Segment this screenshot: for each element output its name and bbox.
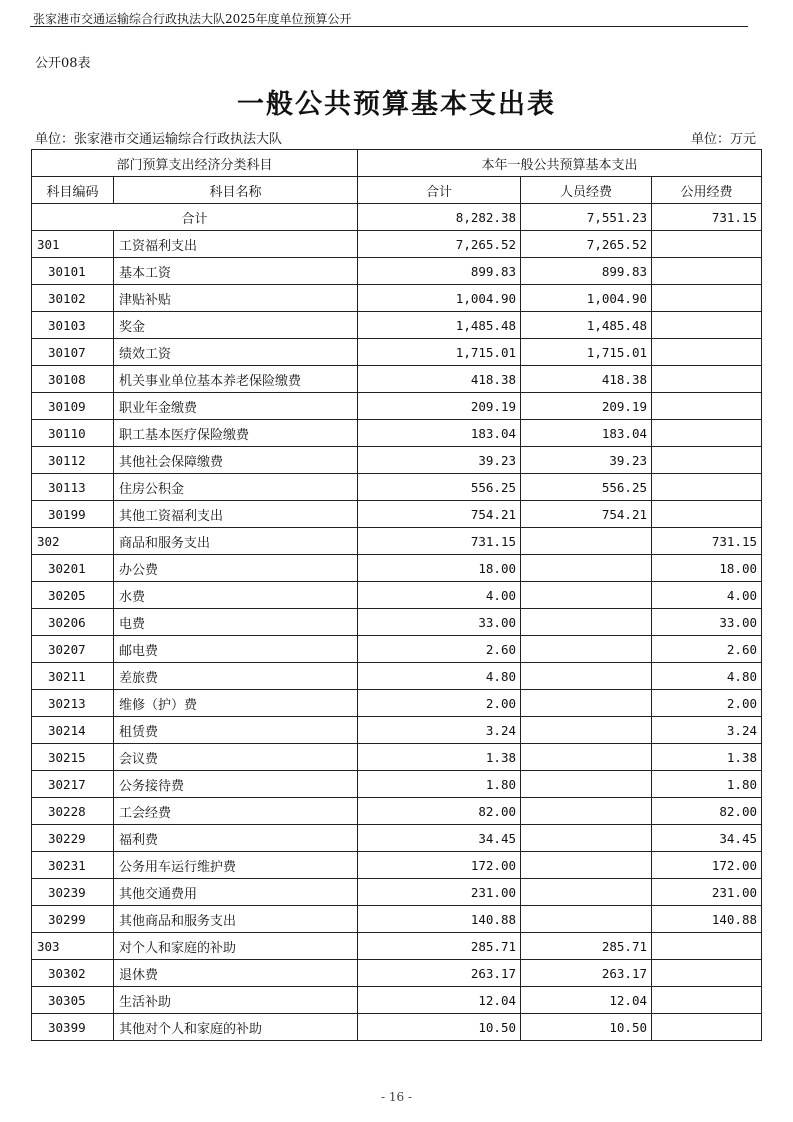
row-total: 4.80 [358,663,521,690]
row-total: 3.24 [358,717,521,744]
row-public: 4.80 [652,663,762,690]
row-name: 邮电费 [114,636,358,663]
row-code: 30299 [32,906,114,933]
row-name: 津贴补贴 [114,285,358,312]
row-code: 30399 [32,1014,114,1041]
row-total: 731.15 [358,528,521,555]
row-public: 2.60 [652,636,762,663]
col-header-name: 科目名称 [114,177,358,204]
unit-of-measure: 单位：万元 [690,132,756,147]
col-header-personnel: 人员经费 [521,177,652,204]
row-name: 公务接待费 [114,771,358,798]
row-name: 职工基本医疗保险缴费 [114,420,358,447]
row-personnel: 418.38 [521,366,652,393]
page-number: - 16 - [380,1090,412,1104]
row-name: 基本工资 [114,258,358,285]
header-group-right: 本年一般公共预算基本支出 [358,150,762,177]
table-row [32,393,762,420]
row-total: 1,485.48 [358,312,521,339]
row-name: 福利费 [114,825,358,852]
table-row [32,717,762,744]
page-title: 一般公共预算基本支出表 [237,89,556,120]
header-column-row [32,177,762,204]
table-row [32,312,762,339]
table-body [32,204,762,1041]
table-row [32,528,762,555]
row-total: 1.80 [358,771,521,798]
row-public [652,258,762,285]
row-personnel: 263.17 [521,960,652,987]
row-total: 418.38 [358,366,521,393]
row-name: 工资福利支出 [114,231,358,258]
row-public: 140.88 [652,906,762,933]
row-total: 39.23 [358,447,521,474]
row-code: 30110 [32,420,114,447]
row-personnel [521,771,652,798]
table-row [32,852,762,879]
row-name: 办公费 [114,555,358,582]
row-code: 30113 [32,474,114,501]
table-row [32,663,762,690]
row-public: 231.00 [652,879,762,906]
row-personnel [521,636,652,663]
total-label: 合计 [32,204,358,231]
row-public: 82.00 [652,798,762,825]
row-personnel [521,609,652,636]
table-row [32,771,762,798]
row-personnel: 1,004.90 [521,285,652,312]
row-personnel: 39.23 [521,447,652,474]
col-header-public: 公用经费 [652,177,762,204]
row-personnel: 754.21 [521,501,652,528]
row-public [652,987,762,1014]
row-name: 商品和服务支出 [114,528,358,555]
row-public [652,447,762,474]
row-name: 绩效工资 [114,339,358,366]
form-number: 公开08表 [35,56,91,71]
row-public [652,312,762,339]
total-personnel: 7,551.23 [521,204,652,231]
row-personnel [521,717,652,744]
row-code: 301 [32,231,114,258]
row-public: 1.80 [652,771,762,798]
row-name: 维修（护）费 [114,690,358,717]
row-code: 303 [32,933,114,960]
table-row [32,474,762,501]
table-row [32,420,762,447]
unit-name: 单位：张家港市交通运输综合行政执法大队 [35,132,283,147]
row-public: 18.00 [652,555,762,582]
row-total: 172.00 [358,852,521,879]
row-total: 1,715.01 [358,339,521,366]
row-name: 职业年金缴费 [114,393,358,420]
table-row [32,339,762,366]
table-row [32,933,762,960]
row-public [652,339,762,366]
row-total: 899.83 [358,258,521,285]
row-public: 731.15 [652,528,762,555]
row-personnel [521,555,652,582]
row-personnel [521,879,652,906]
total-row [32,204,762,231]
row-personnel [521,744,652,771]
row-code: 30211 [32,663,114,690]
row-personnel: 556.25 [521,474,652,501]
table-row [32,1014,762,1041]
row-public [652,420,762,447]
page-header: 张家港市交通运输综合行政执法大队2025年度单位预算公开 [33,12,352,26]
row-name: 电费 [114,609,358,636]
row-code: 30207 [32,636,114,663]
row-name: 租赁费 [114,717,358,744]
row-public [652,933,762,960]
row-total: 82.00 [358,798,521,825]
row-code: 30201 [32,555,114,582]
row-total: 285.71 [358,933,521,960]
table-row [32,285,762,312]
row-public: 3.24 [652,717,762,744]
table-row [32,690,762,717]
row-code: 30102 [32,285,114,312]
row-code: 30302 [32,960,114,987]
row-name: 其他社会保障缴费 [114,447,358,474]
row-personnel: 12.04 [521,987,652,1014]
row-public [652,393,762,420]
row-total: 263.17 [358,960,521,987]
row-code: 30239 [32,879,114,906]
col-header-code: 科目编码 [32,177,114,204]
row-total: 1.38 [358,744,521,771]
row-personnel [521,528,652,555]
table-row [32,366,762,393]
row-code: 30206 [32,609,114,636]
row-public: 4.00 [652,582,762,609]
row-personnel: 1,715.01 [521,339,652,366]
header-rule [30,26,748,27]
row-public: 2.00 [652,690,762,717]
table-row [32,744,762,771]
row-code: 30112 [32,447,114,474]
total-public: 731.15 [652,204,762,231]
row-name: 住房公积金 [114,474,358,501]
row-total: 10.50 [358,1014,521,1041]
row-name: 其他工资福利支出 [114,501,358,528]
row-public: 172.00 [652,852,762,879]
row-name: 机关事业单位基本养老保险缴费 [114,366,358,393]
row-personnel [521,852,652,879]
row-name: 奖金 [114,312,358,339]
row-personnel: 183.04 [521,420,652,447]
row-code: 30108 [32,366,114,393]
row-code: 30199 [32,501,114,528]
row-public: 34.45 [652,825,762,852]
row-name: 差旅费 [114,663,358,690]
row-total: 183.04 [358,420,521,447]
table-row [32,825,762,852]
row-personnel: 1,485.48 [521,312,652,339]
row-public [652,960,762,987]
row-total: 754.21 [358,501,521,528]
row-total: 12.04 [358,987,521,1014]
row-code: 30217 [32,771,114,798]
row-public [652,501,762,528]
row-public [652,1014,762,1041]
row-personnel [521,825,652,852]
row-name: 其他交通费用 [114,879,358,906]
row-code: 30228 [32,798,114,825]
row-public [652,366,762,393]
row-personnel [521,798,652,825]
table-row [32,879,762,906]
row-name: 水费 [114,582,358,609]
row-personnel: 899.83 [521,258,652,285]
table-row [32,636,762,663]
row-code: 30229 [32,825,114,852]
row-personnel: 285.71 [521,933,652,960]
header-group-row [32,150,762,177]
row-public [652,285,762,312]
row-personnel: 10.50 [521,1014,652,1041]
row-total: 556.25 [358,474,521,501]
row-total: 7,265.52 [358,231,521,258]
row-name: 公务用车运行维护费 [114,852,358,879]
row-code: 30213 [32,690,114,717]
row-code: 30205 [32,582,114,609]
row-total: 18.00 [358,555,521,582]
table-row [32,258,762,285]
table-row [32,582,762,609]
row-total: 209.19 [358,393,521,420]
row-name: 会议费 [114,744,358,771]
row-code: 30305 [32,987,114,1014]
row-name: 退休费 [114,960,358,987]
table-row [32,231,762,258]
table-row [32,447,762,474]
row-personnel [521,582,652,609]
row-code: 30215 [32,744,114,771]
row-name: 其他商品和服务支出 [114,906,358,933]
row-name: 对个人和家庭的补助 [114,933,358,960]
row-name: 生活补助 [114,987,358,1014]
col-header-total: 合计 [358,177,521,204]
row-total: 4.00 [358,582,521,609]
row-personnel: 209.19 [521,393,652,420]
row-personnel [521,663,652,690]
row-personnel [521,906,652,933]
row-code: 30214 [32,717,114,744]
table-row [32,960,762,987]
table-row [32,798,762,825]
row-name: 工会经费 [114,798,358,825]
table-row [32,501,762,528]
row-total: 1,004.90 [358,285,521,312]
row-public: 33.00 [652,609,762,636]
row-code: 30107 [32,339,114,366]
table-row [32,987,762,1014]
row-code: 30103 [32,312,114,339]
budget-table [31,149,762,1041]
row-code: 30101 [32,258,114,285]
row-total: 33.00 [358,609,521,636]
row-public [652,231,762,258]
row-code: 30231 [32,852,114,879]
row-personnel [521,690,652,717]
row-code: 30109 [32,393,114,420]
total-amount: 8,282.38 [358,204,521,231]
row-total: 2.60 [358,636,521,663]
row-total: 2.00 [358,690,521,717]
table-row [32,906,762,933]
header-group-left: 部门预算支出经济分类科目 [32,150,358,177]
row-name: 其他对个人和家庭的补助 [114,1014,358,1041]
table-row [32,609,762,636]
row-total: 34.45 [358,825,521,852]
table-row [32,555,762,582]
row-personnel: 7,265.52 [521,231,652,258]
row-total: 231.00 [358,879,521,906]
row-public: 1.38 [652,744,762,771]
row-public [652,474,762,501]
row-total: 140.88 [358,906,521,933]
row-code: 302 [32,528,114,555]
